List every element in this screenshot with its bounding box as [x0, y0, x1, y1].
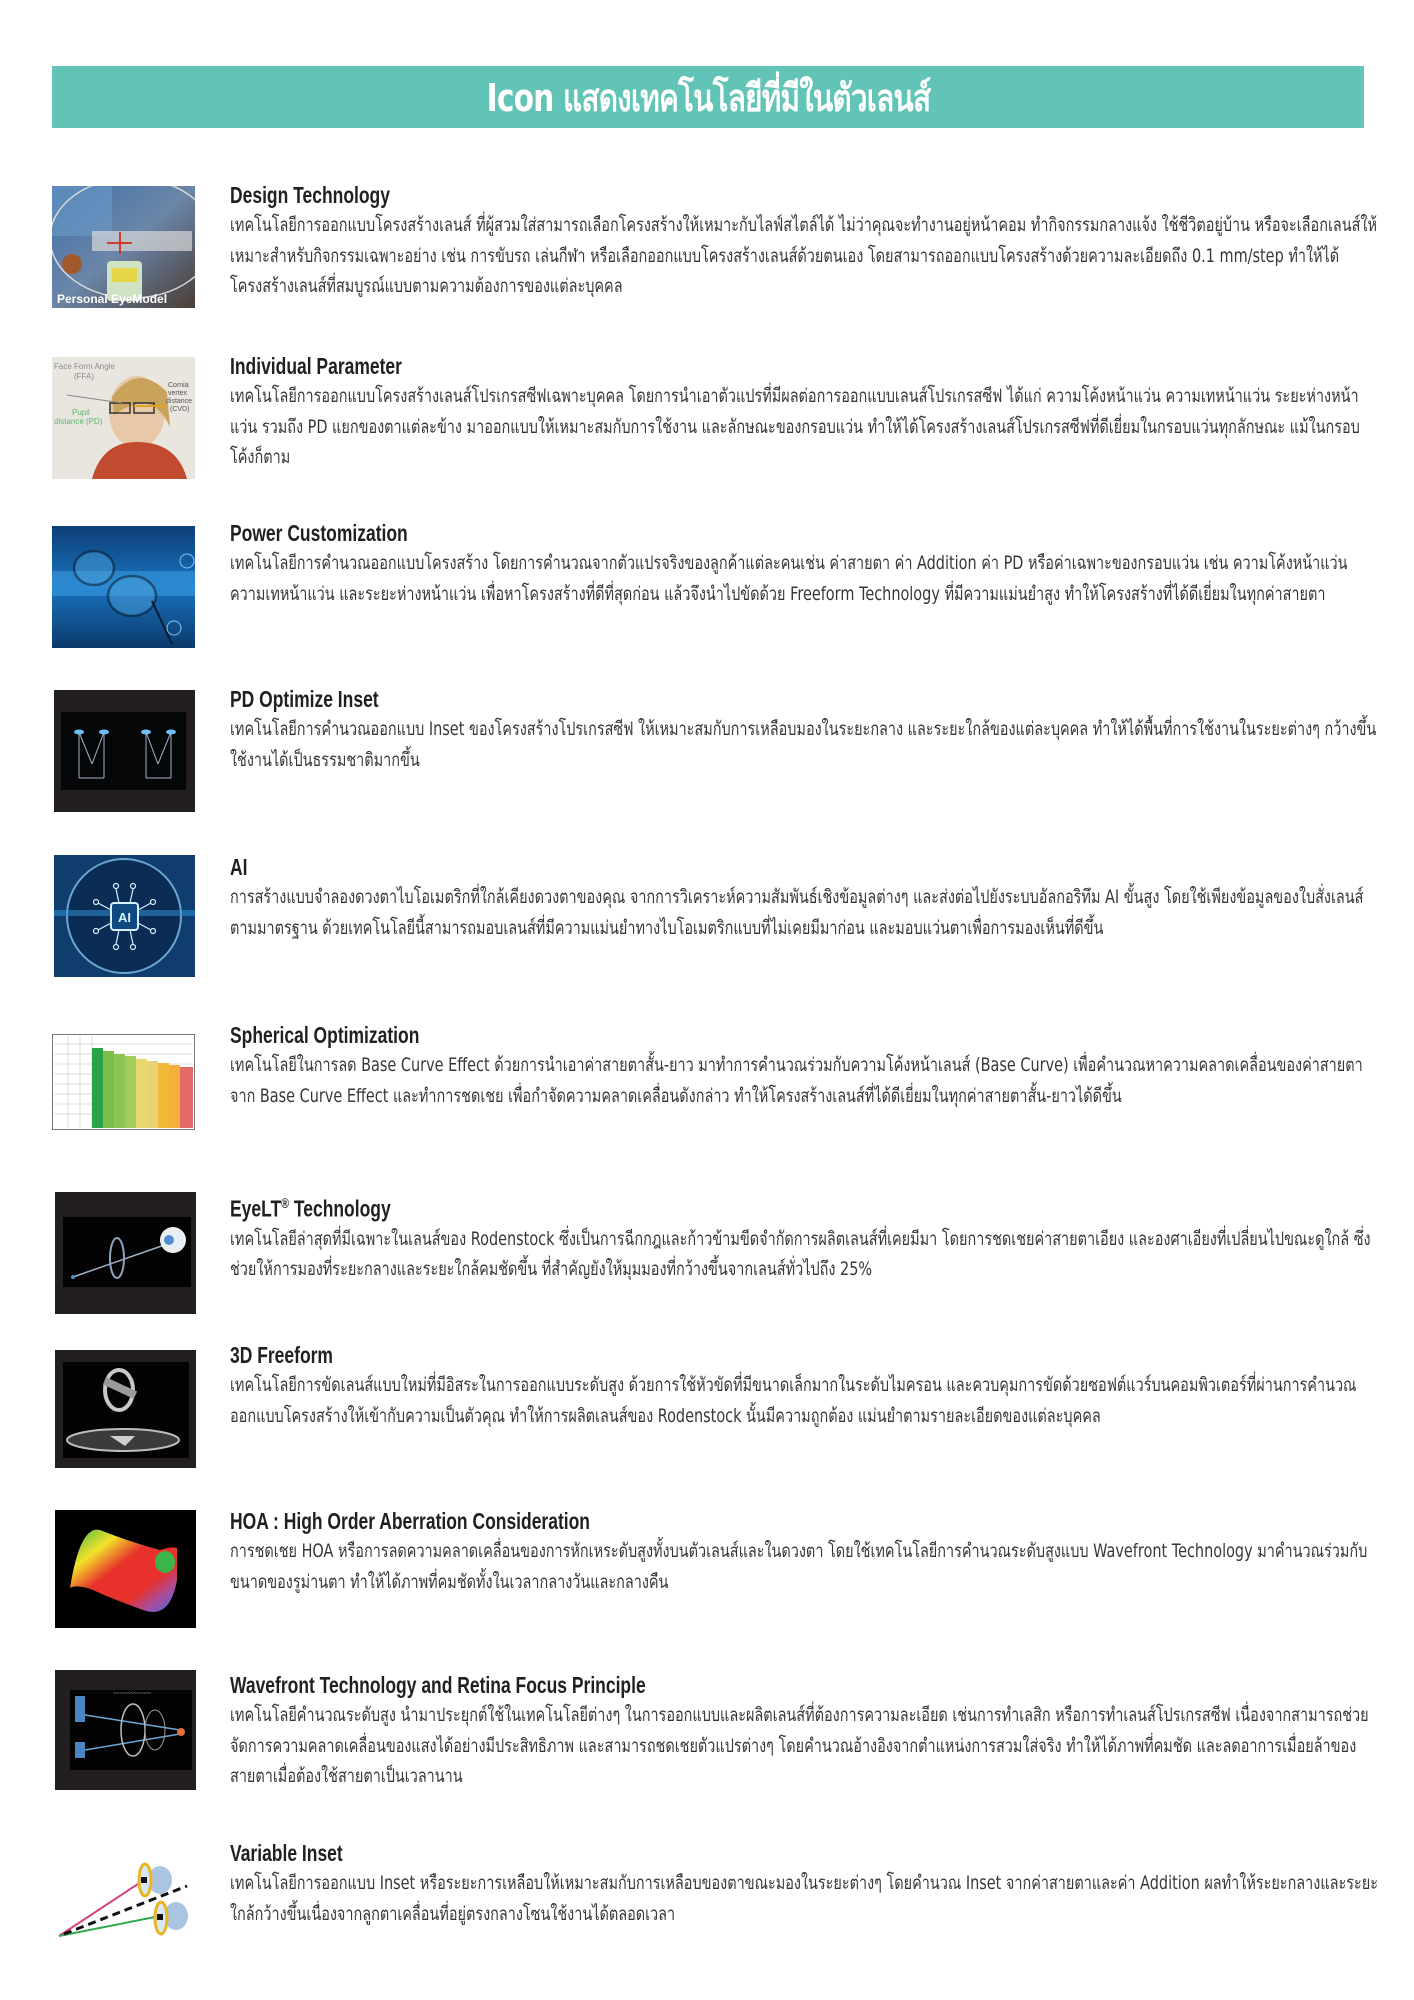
thumb-label: distance: [166, 398, 193, 405]
registered-mark: ®: [281, 1195, 290, 1211]
thumb-label: vertex: [168, 390, 188, 397]
pd-inset-image: [54, 690, 195, 812]
item-description: เทคโนโลยีการคำนวณออกแบบ Inset ของโครงสร้างโปรเกรสซีฟ ให้เหมาะสมกับการเหลือบมองในระยะกลาง และระยะใกล้ของแต่ละบุคคล ทำให้ได้พื้นที่การใช้งานในระยะต่างๆ กว้างขึ้น ใช้งานได้เป็นธรรมชาติมากขึ้น: [230, 718, 1377, 771]
item-title: Design Technology: [230, 182, 390, 208]
thumb-label: Face Form Angle: [54, 362, 115, 371]
item-title: AI: [230, 854, 248, 880]
item-title: 3D Freeform: [230, 1342, 333, 1368]
item-description: เทคโนโลยีล่าสุดที่มีเฉพาะในเลนส์ของ Rodenstock ซึ่งเป็นการฉีกกฎและก้าวข้ามขีดจำกัดการผลิตเลนส์ที่เคยมีมา โดยการชดเชยค่าสายตาเอียง และองศาเอียงที่เปลี่ยนไปขณะดูใกล้ ซึ่งช่วยให้การมองที่ระยะกลางและระยะใกล้คมชัดขึ้น ที่สำคัญยังให้มุมมองที่กว้างขึ้นจากเลนส์ทั่วไปถึง 25%: [230, 1227, 1371, 1281]
thumb-label: Cornia: [168, 382, 189, 389]
title-text: Technology: [289, 1195, 391, 1222]
thumb-label: (CVD): [170, 406, 190, 413]
thumb-label: (FFA): [74, 372, 94, 381]
title-text: EyeLT: [230, 1195, 282, 1222]
variable-inset-diagram: [52, 1838, 195, 1948]
item-title: HOA : High Order Aberration Consideration: [230, 1508, 590, 1534]
thumb-label: Pupil: [72, 408, 90, 417]
thumb-label: Personal EyeModel: [57, 292, 168, 306]
item-description: เทคโนโลยีการขัดเลนส์แบบใหม่ที่มีอิสระในการออกแบบระดับสูง ด้วยการใช้หัวขัดที่มีขนาดเล็กมากในระดับไมครอน และควบคุมการขัดด้วยซอฟต์แวร์บนคอมพิวเตอร์ที่ผ่านการคำนวณออกแบบโครงสร้างให้เข้ากับความเป็นตัวคุณ ทำให้การผลิตเลนส์ของ Rodenstock นั้นมีความถูกต้อง แม่นยำตามรายละเอียดของแต่ละบุคคล: [230, 1374, 1357, 1427]
ai-chip-image: [54, 855, 195, 977]
thumb-label: distance (PD): [54, 417, 103, 426]
item-title: Wavefront Technology and Retina Focus Principle: [230, 1672, 646, 1698]
glasses-blue-image: [52, 526, 195, 648]
item-description: เทคโนโลยีการคำนวณออกแบบโครงสร้าง โดยการคำนวณจากตัวแปรจริงของลูกค้าแต่ละคนเช่น ค่าสายตา ค่า Addition ค่า PD หรือค่าเฉพาะของกรอบแว่น เช่น ความโค้งหน้าแว่น ความเทหน้าแว่น และระยะห่างหน้าแว่น เพื่อหาโครงสร้างที่ดีที่สุดก่อน แล้วจึงนำไปขัดด้วย Freeform Technology ที่มีความแม่นยำสูง ทำให้โครงสร้างที่ได้ดีเยี่ยมในทุกค่าสายตา: [230, 552, 1348, 605]
item-description: การชดเชย HOA หรือการลดความคลาดเคลื่อนของการหักเหระดับสูงทั้งบนตัวเลนส์และในดวงตา โดยใช้เทคโนโลยีการคำนวณระดับสูงแบบ Wavefront Technology มาคำนวณร่วมกับขนาดของรูม่านตา ทำให้ได้ภาพที่คมชัดทั้งในเวลากลางวันและกลางคืน: [230, 1540, 1368, 1593]
item-title: PD Optimize Inset: [230, 686, 379, 712]
color-table-image: [52, 1034, 195, 1130]
item-title: Individual Parameter: [230, 353, 402, 379]
personal-eye-model-image: [52, 186, 195, 308]
item-description: เทคโนโลยีการออกแบบโครงสร้างเลนส์โปรเกรสซีฟเฉพาะบุคคล โดยการนำเอาตัวแปรที่มีผลต่อการออกแบบเลนส์โปรเกรสซีฟ ได้แก่ ความโค้งหน้าแว่น ความเทหน้าแว่น ระยะห่างหน้าแว่น รวมถึง PD แยกของตาแต่ละข้าง มาออกแบบให้เหมาะสมกับการใช้งาน และลักษณะของกรอบแว่น ทำให้ได้โครงสร้างเลนส์โปรเกรสซีฟที่ดีเยี่ยมในกรอบแว่นทุกลักษณะ แม้ในกรอบโค้งก็ตาม: [230, 385, 1360, 468]
item-title: Power Customization: [230, 520, 408, 546]
item-title: Spherical Optimization: [230, 1022, 420, 1048]
wavefront-optics-image: [55, 1670, 196, 1790]
item-description: การสร้างแบบจำลองดวงตาไบโอเมตริกที่ใกล้เคียงดวงตาของคุณ จากการวิเคราะห์ความสัมพันธ์เชิงข้อมูลต่างๆ และส่งต่อไปยังระบบอัลกอริทึม AI ขั้นสูง โดยใช้เพียงข้อมูลของใบสั่งเลนส์ตามมาตรฐาน ด้วยเทคโนโลยีนี้สามารถมอบเลนส์ที่มีความแม่นยำทางไบโอเมตริกแบบที่ไม่เคยมีมาก่อน และมอบแว่นตาเพื่อการมองเห็นที่ดีขึ้น: [230, 886, 1364, 939]
face-parameters-image: [52, 357, 195, 479]
waveform-decor: ~~~~~~~~~~~~~: [113, 1691, 151, 1697]
item-description: เทคโนโลยีการออกแบบโครงสร้างเลนส์ ที่ผู้สวมใส่สามารถเลือกโครงสร้างให้เหมาะกับไลฟ์สไตล์ได้ ไม่ว่าคุณจะทำงานอยู่หน้าคอม ทำกิจกรรมกลางแจ้ง ใช้ชีวิตอยู่บ้าน หรือจะเลือกเลนส์ให้เหมาะสำหรับกิจกรรมเฉพาะอย่าง เช่น การขับรถ เล่นกีฬา หรือเลือกออกแบบโครงสร้างเลนส์ด้วยตนเอง โดยสามารถออกแบบโครงสร้างด้วยความละเอียดถึง 0.1 mm/step ทำให้ได้โครงสร้างเลนส์ที่สมบูรณ์แบบตามความต้องการของแต่ละบุคคล: [230, 214, 1377, 297]
thumb-label: AI: [118, 910, 131, 925]
header-banner: [52, 66, 1364, 128]
item-title: Variable Inset: [230, 1840, 343, 1866]
item-description: เทคโนโลยีในการลด Base Curve Effect ด้วยการนำเอาค่าสายตาสั้น-ยาว มาทำการคำนวณร่วมกับความโค้งหน้าเลนส์ (Base Curve) เพื่อคำนวณหาความคลาดเคลื่อนของค่าสายตาจาก Base Curve Effect และทำการชดเชย เพื่อกำจัดความคลาดเคลื่อนดังกล่าว ทำให้โครงสร้างเลนส์ที่ได้ดีเยี่ยมในทุกค่าสายตาสั้น-ยาวได้ดีขึ้น: [230, 1054, 1363, 1107]
freeform-tool-image: [55, 1350, 196, 1468]
item-title: [230, 1188, 1104, 1224]
aberration-surface-image: [55, 1510, 196, 1628]
page-title: Icon แสดงเทคโนโลยีที่มีในตัวเลนส์: [486, 75, 930, 120]
item-description: เทคโนโลยีการออกแบบ Inset หรือระยะการเหลือบให้เหมาะสมกับการเหลือบของตาขณะมองในระยะต่างๆ โดยคำนวณ Inset จากค่าสายตาและค่า Addition ผลทำให้ระยะกลางและระยะใกล้กว้างขึ้นเนื่องจากลูกตาเคลื่อนที่อยู่ตรงกลางโซนใช้งานได้ตลอดเวลา: [230, 1872, 1378, 1925]
eye-lens-axis-image: [55, 1192, 196, 1314]
item-description: เทคโนโลยีคำนวณระดับสูง นำมาประยุกต์ใช้ในเทคโนโลยีต่างๆ ในการออกแบบและผลิตเลนส์ที่ต้องการความละเอียด เช่นการทำเลสิก หรือการทำเลนส์โปรเกรสซีฟ เนื่องจากสามารถช่วยจัดการความคลาดเคลื่อนของแสงได้อย่างมีประสิทธิภาพ และสามารถชดเชยตัวแปรต่างๆ โดยคำนวณอ้างอิงจากตำแหน่งการสวมใส่จริง ทำให้ได้ภาพที่คมชัด และลดอาการเมื่อยล้าของสายตาเมื่อต้องใช้สายตาเป็นเวลานาน: [230, 1704, 1369, 1787]
